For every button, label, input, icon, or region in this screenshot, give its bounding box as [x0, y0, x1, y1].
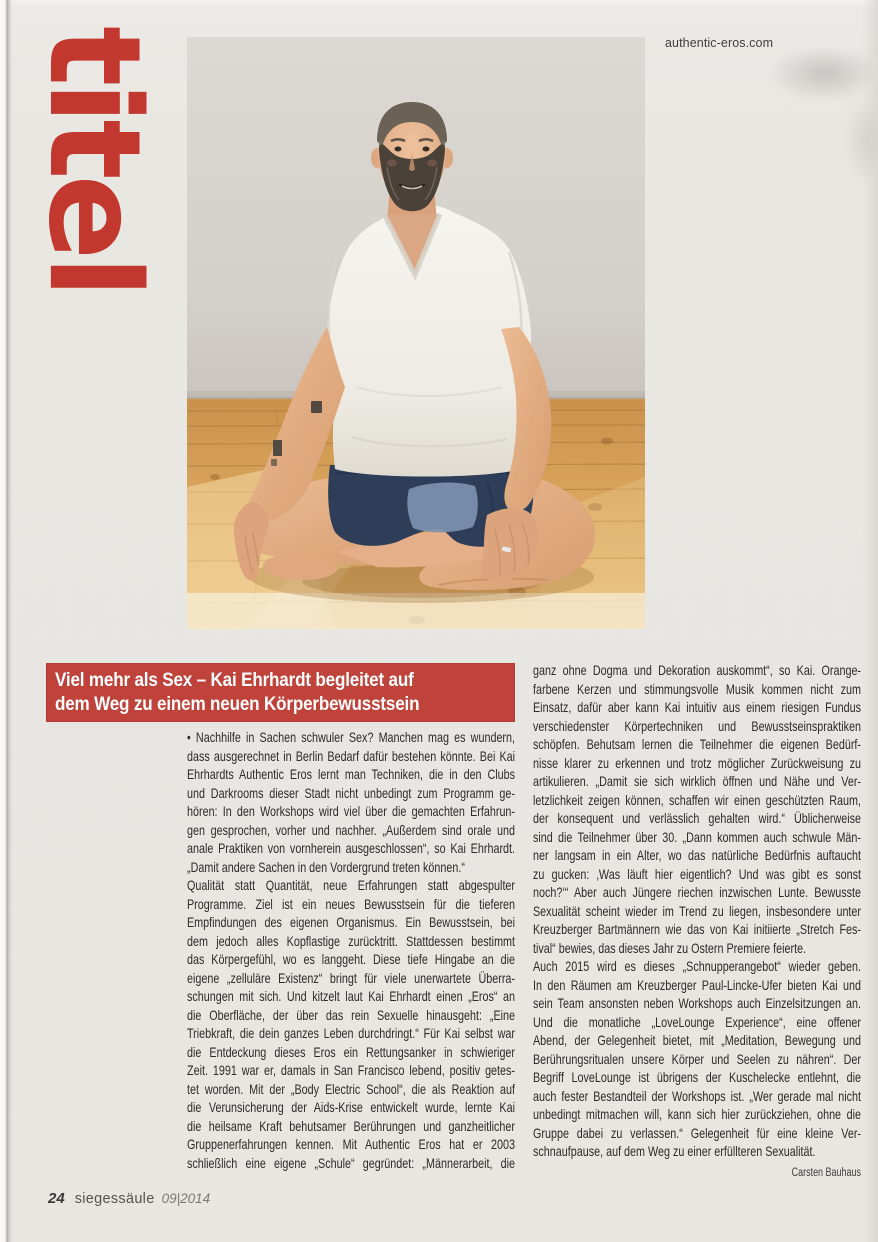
- text-line: verschiedenster Körpertechniken und Bewusstseinspraktiken: [533, 718, 862, 734]
- text-line: Ehrhardts Authentic Eros lernt man Techniken, die in den Clubs: [187, 767, 516, 782]
- magazine-name: siegessäule: [74, 1191, 155, 1207]
- text-line: Sexualität scheint wieder im Trend zu liegen, insbesondere unter: [533, 903, 862, 919]
- scan-edge-left: [0, 0, 12, 1242]
- issue-date: 09|2014: [161, 1191, 211, 1206]
- headline-banner: [46, 663, 515, 722]
- text-line: auch fester Bestandteil der Workshops ist. „Wer gerade mal nicht: [533, 1088, 862, 1104]
- website-caption: authentic-eros.com: [665, 36, 774, 50]
- photo-eye-right: [423, 147, 430, 152]
- text-line: tet worden. Mit der „Body Electric School“, die als Reaktion auf: [187, 1081, 516, 1097]
- text-line: gen gesprochen, vorher und nachher. „Außerdem sind orale und: [187, 822, 516, 838]
- headline-line-2: dem Weg zu einem neuen Körperbewusstsein: [55, 692, 420, 715]
- text-line: Gruppe dabei zu verlassen.“ Gelegenheit für eine kleine Ver-: [533, 1125, 862, 1141]
- photo-kai-ehrhardt: [187, 37, 645, 629]
- text-line: Und die monatliche „LoveLounge Experience“, eine offener: [533, 1014, 862, 1030]
- photo-illustration: [187, 37, 645, 629]
- text-line: die heilsame Kraft behutsamer Berührungen und ganzheitlicher: [187, 1118, 516, 1134]
- text-line: Qualität statt Quantität, neue Erfahrungen statt abgespulter: [187, 878, 516, 893]
- text-line: tival“ bewies, das dieses Jahr zu Ostern Premiere feierte.: [533, 940, 807, 956]
- text-line: ganz ohne Dogma und Dekoration auskommt“, so Kai. Orange-: [533, 663, 862, 678]
- article-column-left: [187, 729, 515, 1173]
- photo-rolled-cuff: [407, 482, 477, 532]
- text-line: Programme. Ziel ist ein neues Bewusstsein für die tieferen: [187, 896, 516, 912]
- text-line: schnaufpause, auf dem Weg zu einer erfüllteren Sexualität.: [533, 1144, 816, 1159]
- text-line: schöpfen. Behutsam lernen die Teilnehmer die eigenen Bedürf-: [533, 737, 862, 752]
- page-number: 24: [48, 1190, 65, 1207]
- headline-line-1: Viel mehr als Sex – Kai Ehrhardt begleitet auf: [55, 669, 414, 691]
- text-line: Auch 2015 wird es dieses „Schnupperangebot“ wieder geben.: [533, 959, 862, 974]
- text-line: schließlich eine eigene „Schule“ gegründet: „Männerarbeit, die: [187, 1155, 516, 1171]
- text-line: sein Team ansonsten neben Workshops auch Einzelsitzungen an.: [533, 996, 862, 1011]
- text-line: farbene Kerzen und stimmungsvolle Musik kommen nicht zum: [533, 681, 862, 697]
- text-line: das Körpergefühl, wo es langgeht. Diese tiefe Hingabe an die: [187, 952, 516, 967]
- text-line: die Oberfläche, der über das rein Sexuelle hinausgeht: „Eine: [187, 1007, 516, 1023]
- text-line: In den Räumen am Kreuzberger Paul-Lincke-Ufer bieten Kai und: [533, 977, 862, 993]
- text-line: sind die Teilnehmer über 30. „Dann kommen auch schwule Män-: [533, 829, 862, 845]
- text-line: unbedingt mitmachen will, kann sich hier zurückziehen, ohne die: [533, 1107, 862, 1122]
- text-line: • Nachhilfe in Sachen schwuler Sex? Manchen mag es wundern,: [187, 730, 516, 745]
- text-line: hören: In den Workshops wird viel über die gemachten Erfahrun-: [187, 804, 516, 819]
- text-line: eigene „zelluläre Existenz“ bringt für viele unerwartete Überra-: [187, 970, 516, 986]
- text-line: der konsequent und verlässlich gehalten wird.“ Üblicherweise: [533, 811, 862, 826]
- text-line: die Verunsicherung der Aids-Krise entwickelt wurde, lernte Kai: [187, 1100, 516, 1115]
- text-line: Berührungsritualen unsere Körper und Seelen zu nähren“. Der: [533, 1051, 862, 1067]
- text-line: anale Praktiken von vornherein ausgeschlossen“, so Kai Ehrhardt.: [187, 841, 516, 856]
- scan-edge-right: [862, 0, 878, 1242]
- text-line: Begriff LoveLounge ist übrigens der Kuschelecke entlehnt, die: [533, 1070, 862, 1085]
- text-line: ner langsam in ein Alter, wo das natürliche Bedürfnis auftaucht: [533, 848, 862, 863]
- text-line: noch?‘“ Aber auch Jüngere riechen inzwischen Lunte. Bewusste: [533, 885, 862, 900]
- page-footer: [48, 1190, 210, 1207]
- text-line: nisse klarer zu erkennen und trotz möglicher Zurückweisung zu: [533, 755, 862, 771]
- text-line: letzlichkeit zeigen können, schaffen wir einen geschützten Raum,: [533, 792, 862, 808]
- text-line: dass ausgerechnet in Berlin Bedarf dafür bestehen könnte. Bei Kai: [187, 748, 516, 764]
- photo-eye-left: [395, 147, 402, 152]
- author-credit: Carsten Bauhaus: [791, 1166, 862, 1179]
- text-line: Abend, der Gelegenheit bietet, mit „Meditation, Bewegung und: [533, 1033, 862, 1048]
- text-line: dem jedoch alles Kopflastige zurücktritt. Stattdessen bestimmt: [187, 933, 516, 949]
- section-label-text: titel: [21, 26, 168, 294]
- text-line: Einsatz, dafür aber kann Kai intuitiv aus einem riesigen Fundus: [533, 700, 862, 715]
- scan-edge-top: [0, 0, 878, 8]
- text-line: Gruppenerfahrungen kennen. Mit Authentic Eros hat er 2003: [187, 1137, 516, 1152]
- text-line: schungen mit sich. Und kitzelt laut Kai Ehrhardt einen „Eros“ an: [187, 989, 516, 1004]
- text-line: artikulieren. „Damit sie sich wirklich öffnen und Nähe und Ver-: [533, 774, 862, 789]
- text-line: Kreuzberger Bartmännern wie das von Kai initiierte „Stretch Fes-: [533, 922, 862, 937]
- text-line: zu gucken: ‚Was läuft hier eigentlich? Und was gibt es sonst: [533, 866, 862, 882]
- text-line: die Entdeckung dieses Eros ein Rettungsanker in schwieriger: [187, 1044, 516, 1060]
- text-line: Triebkraft, die dein ganzes Leben durchdringt.“ Für Kai selbst war: [187, 1026, 516, 1041]
- text-line: und Darkrooms dieser Stadt nicht unbedingt zum Programm ge-: [187, 785, 516, 801]
- text-line: Empfindungen des eigenen Organismus. Ein Bewusstsein, bei: [187, 915, 516, 930]
- text-line: Zeit. 1991 war er, damals in San Francisco lebend, positiv getes-: [187, 1063, 516, 1078]
- scan-smudge-small: [845, 95, 878, 185]
- section-label-titel: [21, 26, 168, 314]
- article-column-right: [533, 662, 861, 1181]
- text-line: „Damit andere Sachen in den Vordergrund treten können.“: [187, 859, 465, 875]
